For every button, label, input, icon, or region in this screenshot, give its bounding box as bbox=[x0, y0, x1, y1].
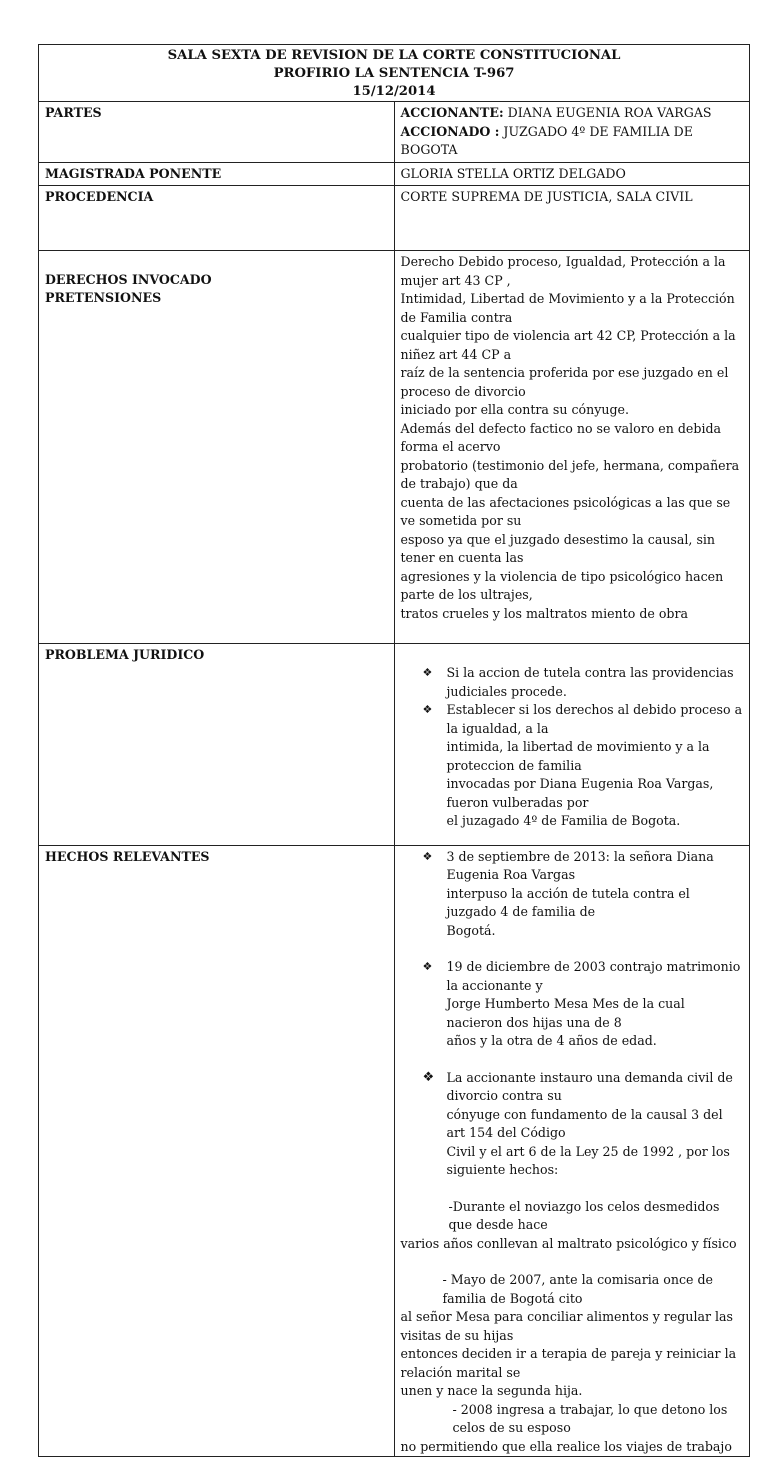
diamond-bullet-icon: ❖ bbox=[422, 960, 433, 973]
ficha-table bbox=[38, 44, 750, 1457]
header-cell bbox=[39, 45, 750, 102]
derechos-line: Derecho Debido proceso, Igualdad, Protección a la mujer art 43 CP , bbox=[400, 254, 726, 288]
row-hechos bbox=[39, 845, 750, 1457]
row-derechos bbox=[39, 251, 750, 644]
derechos-line: esposo ya que el juzgado desestimo la causal, sin tener en cuenta las bbox=[400, 531, 716, 565]
problema-bullet-2: ❖ Establecer si los derechos al debido proceso a la igualdad, a la intimida, la libertad de movimiento y a la proteccion de familia invocadas por Diana Eugenia Roa Vargas, fueron vulberadas por el juzagado 4º de Familia de Bogota. bbox=[422, 702, 743, 828]
label-derechos-2: PRETENSIONES bbox=[45, 290, 162, 305]
hechos-bullet-3: ❖ La accionante instauro una demanda civil de divorcio contra su cónyuge con fundamento de la causal 3 del art 154 del Código Civil y el art 6 de la Ley 25 de 1992 , por los siguiente hechos: bbox=[422, 1069, 733, 1177]
value-magistrada: GLORIA STELLA ORTIZ DELGADO bbox=[394, 162, 750, 186]
derechos-line: Además del defecto factico no se valoro en debida forma el acervo bbox=[400, 420, 722, 454]
accionado-label: ACCIONADO : bbox=[400, 123, 500, 139]
hechos-bullet-2: ❖ 19 de diciembre de 2003 contrajo matrimonio la accionante y Jorge Humberto Mesa Mes de la cual nacieron dos hijas una de 8 años y la otra de 4 años de edad. bbox=[422, 959, 741, 1048]
label-problema: PROBLEMA JURIDICO bbox=[39, 644, 395, 846]
diamond-bullet-icon: ❖ bbox=[422, 666, 433, 679]
derechos-line: Intimidad, Libertad de Movimiento y a la Protección de Familia contra bbox=[400, 291, 735, 325]
value-hechos bbox=[394, 845, 750, 1457]
header-line-1: SALA SEXTA DE REVISION DE LA CORTE CONSTITUCIONAL bbox=[167, 48, 621, 63]
diamond-bullet-icon: ❖ bbox=[422, 1069, 435, 1085]
accionante-value: DIANA EUGENIA ROA VARGAS bbox=[503, 105, 712, 120]
label-procedencia: PROCEDENCIA bbox=[39, 186, 395, 251]
label-hechos: HECHOS RELEVANTES bbox=[39, 845, 395, 1457]
value-problema bbox=[394, 644, 750, 846]
label-derechos bbox=[39, 251, 395, 644]
row-problema bbox=[39, 644, 750, 846]
value-procedencia: CORTE SUPREMA DE JUSTICIA, SALA CIVIL bbox=[394, 186, 750, 251]
diamond-bullet-icon: ❖ bbox=[422, 849, 433, 863]
accionado-value: JUZGADO 4º DE FAMILIA DE BOGOTA bbox=[400, 123, 693, 157]
row-magistrada bbox=[39, 162, 750, 186]
derechos-line: tratos crueles y los maltratos miento de obra bbox=[400, 605, 689, 621]
hechos-para-1: -Durante el noviazgo los celos desmedidos que desde hace varios años conllevan al maltrato psicológico y físico bbox=[400, 1198, 737, 1251]
row-procedencia bbox=[39, 186, 750, 251]
derechos-line: cualquier tipo de violencia art 42 CP, Protección a la niñez art 44 CP a bbox=[400, 328, 736, 362]
problema-bullet-1: ❖ Si la accion de tutela contra las providencias judiciales procede. bbox=[422, 665, 734, 699]
diamond-bullet-icon: ❖ bbox=[422, 703, 433, 716]
header-line-2: PROFIRIO LA SENTENCIA T-967 bbox=[273, 66, 515, 81]
accionante-label: ACCIONANTE: bbox=[400, 105, 504, 120]
header-row bbox=[39, 45, 750, 102]
hechos-bullet-1: ❖ 3 de septiembre de 2013: la señora Diana Eugenia Roa Vargas interpuso la acción de tutela contra el juzgado 4 de familia de Bogotá. bbox=[422, 848, 714, 938]
label-derechos-1: DERECHOS INVOCADO bbox=[45, 272, 212, 287]
header-line-3: 15/12/2014 bbox=[352, 84, 436, 99]
value-derechos bbox=[394, 251, 750, 644]
derechos-line: agresiones y la violencia de tipo psicológico hacen parte de los ultrajes, bbox=[400, 568, 724, 602]
hechos-para-3: - 2008 ingresa a trabajar, lo que detono los celos de su esposo no permitiendo que ella realice los viajes de trabajo bbox=[400, 1401, 732, 1454]
derechos-line: raíz de la sentencia proferida por ese juzgado en el proceso de divorcio bbox=[400, 365, 729, 399]
derechos-line: iniciado por ella contra su cónyuge. bbox=[400, 402, 629, 417]
document bbox=[38, 44, 750, 1457]
hechos-para-2: - Mayo de 2007, ante la comisaria once de familia de Bogotá cito al señor Mesa para conciliar alimentos y regular las visitas de su hijas entonces deciden ir a terapia de pareja y reiniciar la relación marital se unen y nace la segunda hija. bbox=[400, 1272, 737, 1398]
derechos-line: probatorio (testimonio del jefe, hermana, compañera de trabajo) que da bbox=[400, 457, 740, 491]
value-partes bbox=[394, 102, 750, 163]
derechos-line: cuenta de las afectaciones psicológicas a las que se ve sometida por su bbox=[400, 494, 731, 528]
row-partes bbox=[39, 102, 750, 163]
label-magistrada: MAGISTRADA PONENTE bbox=[39, 162, 395, 186]
label-partes: PARTES bbox=[39, 102, 395, 163]
